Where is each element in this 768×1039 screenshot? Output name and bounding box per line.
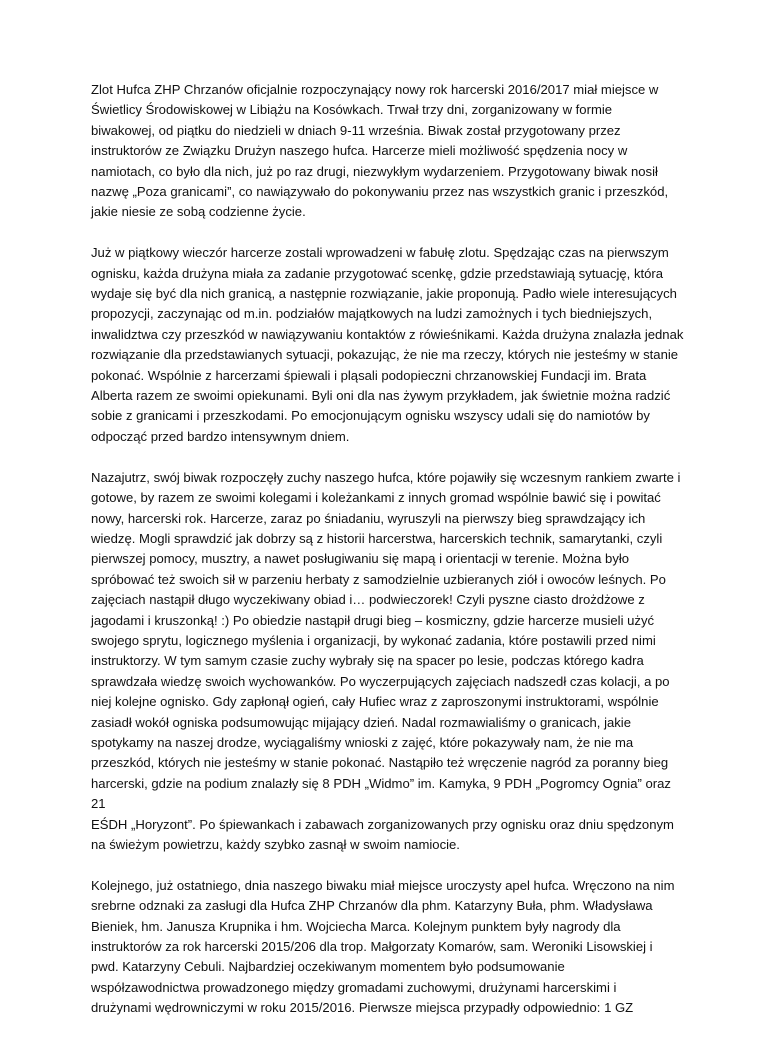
paragraph-3: Nazajutrz, swój biwak rozpoczęły zuchy naszego hufca, które pojawiły się wczesnym rankiem zwarte i gotowe, by razem ze swoimi kolegami i koleżankami z innych gromad wspólnie bawić się i powitać nowy, harcerski rok. Harcerze, zaraz po śniadaniu, wyruszyli na pierwszy bieg sprawdzający ich wiedzę. Mogli sprawdzić jak dobrzy są z historii harcerstwa, harcerskich technik, samarytanki, czyli pierwszej pomocy, musztry, a nawet posługiwaniu się mapą i orientacji w terenie. Można było spróbować też swoich sił w parzeniu herbaty z samodzielnie uzbieranych ziół i owoców leśnych. Po zajęciach nastąpił długo wyczekiwany obiad i… podwieczorek! Czyli pyszne ciasto drożdżowe z jagodami i kruszonką! :) Po obiedzie nastąpił drugi bieg – kosmiczny, gdzie harcerze musieli użyć swojego sprytu, logicznego myślenia i organizacji, by wykonać zadania, które postawili przed nimi instruktorzy. W tym samym czasie zuchy wybrały się na spacer po lesie, podczas którego kadra sprawdzała wiedzę swoich wychowanków. Po wyczerpujących zajęciach nadszedł czas kolacji, a po niej kolejne ognisko. Gdy zapłonął ogień, cały Hufiec wraz z zaproszonymi instruktorami, wspólnie zasiadł wokół ogniska podsumowując mijający dzień. Nadal rozmawialiśmy o granicach, jakie spotykamy na naszej drodze, wyciągaliśmy wnioski z zajęć, które pokazywały nam, że nie ma przeszkód, których nie jesteśmy w stanie pokonać. Nastąpiło też wręczenie nagród za poranny bieg harcerski, gdzie na podium znalazły się 8 PDH „Widmo” im. Kamyka, 9 PDH „Pogromcy Ognia” oraz 21 EŚDH „Horyzont”. Po śpiewankach i zabawach zorganizowanych przy ognisku oraz dniu spędzonym na świeżym powietrzu, każdy szybko zasnął w swoim namiocie. [91, 469, 681, 852]
paragraph-2: Już w piątkowy wieczór harcerze zostali wprowadzeni w fabułę zlotu. Spędzając czas na pierwszym ognisku, każda drużyna miała za zadanie przygotować scenkę, gdzie przedstawiają sytuację, która wydaje się być dla nich granicą, a następnie rozwiązanie, jakie proponują. Padło wiele interesujących propozycji, zaczynając od m.in. podziałów majątkowych na ludzi zamożnych i tych biedniejszych, inwalidztwa czy przeszkód w nawiązywaniu kontaktów z rówieśnikami. Każda drużyna znalazła jednak rozwiązanie dla przedstawianych sytuacji, pokazując, że nie ma rzeczy, których nie jesteśmy w stanie pokonać. Wspólnie z harcerzami śpiewali i pląsali podopieczni chrzanowskiej Fundacji im. Brata Alberta razem ze swoimi opiekunami. Byli oni dla nas żywym przykładem, jak świetnie można radzić sobie z granicami i przeszkodami. Po emocjonującym ognisku wszyscy udali się do namiotów by odpocząć przed bardzo intensywnym dniem. [91, 245, 684, 444]
paragraph-1: Zlot Hufca ZHP Chrzanów oficjalnie rozpoczynający nowy rok harcerski 2016/2017 miał miejsce w Świetlicy Środowiskowej w Libiążu na Kosówkach. Trwał trzy dni, zorganizowany w formie biwakowej, od piątku do niedzieli w dniach 9-11 września. Biwak został przygotowany przez instruktorów ze Związku Drużyn naszego hufca. Harcerze mieli możliwość spędzenia nocy w namiotach, co było dla nich, już po raz drugi, niezwykłym wydarzeniem. Przygotowany biwak nosił nazwę „Poza granicami”, co nawiązywało do pokonywaniu przez nas wszystkich granic i przeszkód, jakie niesie ze sobą codzienne życie. [91, 82, 669, 220]
document-page [91, 80, 689, 1039]
paragraph-4: Kolejnego, już ostatniego, dnia naszego biwaku miał miejsce uroczysty apel hufca. Wręczono na nim srebrne odznaki za zasługi dla Hufca ZHP Chrzanów dla phm. Katarzyny Buła, phm. Władysława Bieniek, hm. Janusza Krupnika i hm. Wojciecha Marca. Kolejnym punktem były nagrody dla instruktorów za rok harcerski 2015/206 dla trop. Małgorzaty Komarów, sam. Weroniki Lisowskiej i pwd. Katarzyny Cebuli. Najbardziej oczekiwanym momentem było podsumowanie współzawodnictwa prowadzonego między gromadami zuchowymi, drużynami harcerskimi i drużynami wędrowniczymi w roku 2015/2016. Pierwsze miejsca przypadły odpowiednio: 1 GZ [91, 877, 675, 1016]
